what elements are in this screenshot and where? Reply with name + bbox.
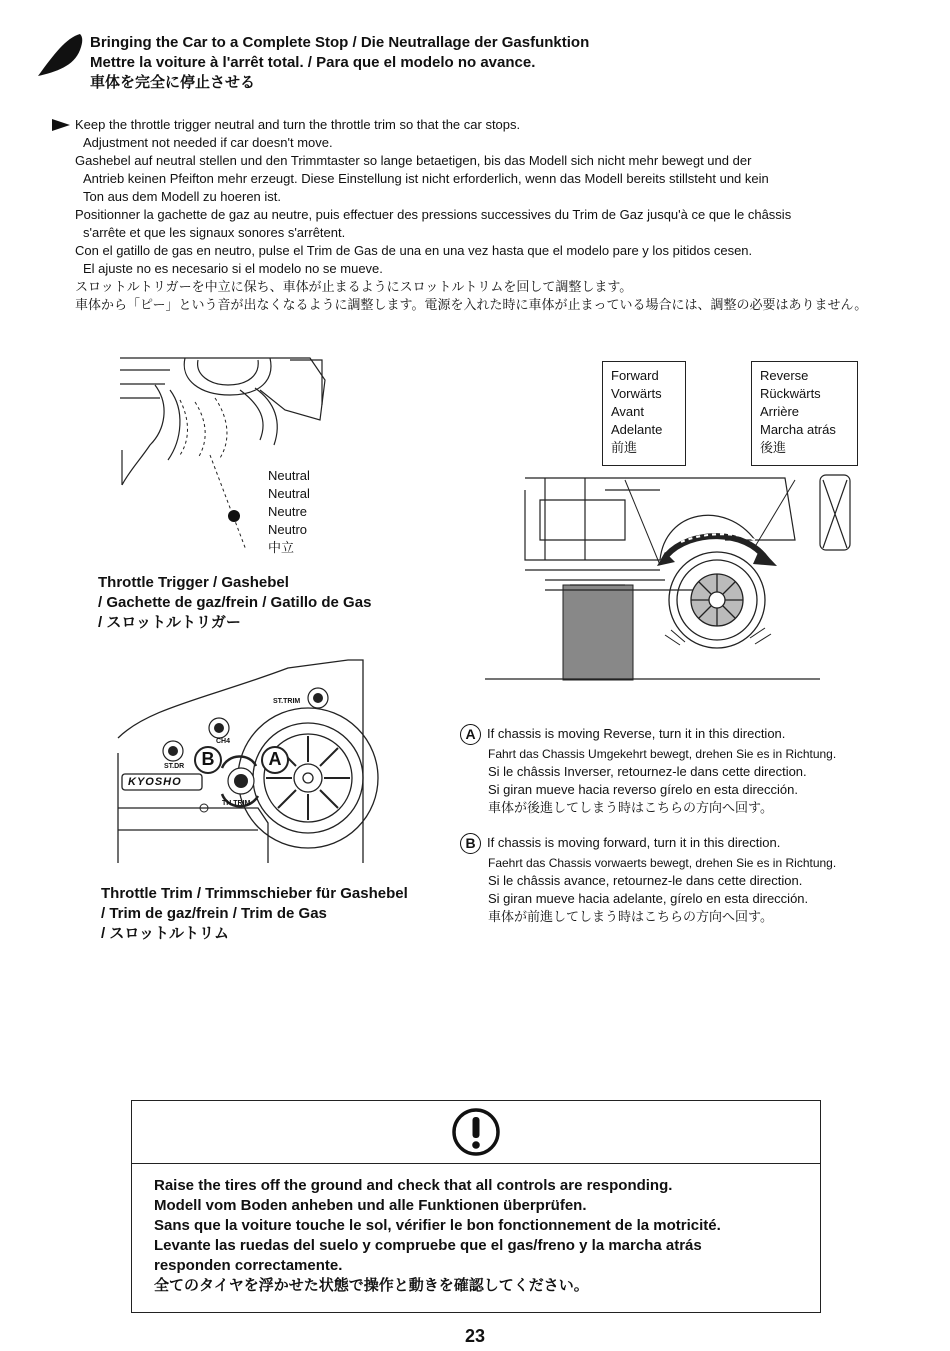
instruction-line: Positionner la gachette de gaz au neutre, puis effectuer des pressions successives du Trim de Gaz jusqu'à ce que le châssis — [75, 207, 792, 222]
reverse-label-0: Reverse — [760, 368, 809, 383]
note-a — [460, 724, 836, 817]
instruction-line: Ton aus dem Modell zu hoeren ist. — [83, 189, 281, 204]
note-b-key-icon: B — [460, 833, 481, 854]
warning-line-1: Modell vom Boden anheben und alle Funktionen überprüfen. — [154, 1197, 587, 1214]
marker-a: A — [268, 749, 282, 769]
reverse-label-1: Rückwärts — [760, 386, 821, 401]
reverse-label-2: Arrière — [760, 404, 800, 419]
reverse-label-4: 後進 — [760, 440, 787, 455]
instruction-line: Keep the throttle trigger neutral and turn the throttle trim so that the car stops. — [75, 117, 521, 132]
note-a-line — [460, 724, 836, 745]
forward-label-3: Adelante — [611, 422, 663, 437]
reverse-label-3: Marcha atrás — [760, 422, 836, 437]
exclamation-circle-icon — [451, 1107, 501, 1157]
trigger-caption — [98, 573, 371, 633]
neutral-label-3: Neutro — [268, 522, 308, 537]
instruction-line: Antrieb keinen Pfeifton mehr erzeugt. Diese Einstellung ist nicht erforderlich, wenn das Modell bereits stillsteht und kein — [83, 171, 769, 186]
wheel — [669, 552, 765, 648]
brand-logo: KYOSHO — [128, 776, 182, 788]
header-line-1: Bringing the Car to a Complete Stop / Die Neutrallage der Gasfunktion — [90, 34, 590, 51]
instruction-line: スロットルトリガーを中立に保ち、車体が止まるようにスロットルトリムを回して調整します。 — [75, 279, 633, 294]
instruction-line: Con el gatillo de gas en neutro, pulse el Trim de Gas de una en una vez hasta que el modelo pare y los pitidos cesen. — [75, 243, 753, 258]
ch4-label: CH4 — [216, 738, 231, 745]
instruction-line: El ajuste no es necesario si el modelo no se mueve. — [83, 261, 383, 276]
reverse-box — [751, 361, 858, 466]
car-wheel-illustration — [485, 470, 865, 680]
st-dr-label: ST.DR — [164, 763, 185, 770]
trim-caption — [101, 884, 408, 944]
note-a-line: Si giran mueve hacia reverso gírelo en esta dirección. — [488, 782, 798, 797]
instruction-line: Adjustment not needed if car doesn't move. — [83, 135, 333, 150]
header-line-3: 車体を完全に停止させる — [90, 74, 256, 91]
note-b-line: Si le châssis avance, retournez-le dans cette direction. — [488, 873, 803, 888]
note-b-line: Si giran mueve hacia adelante, gírelo en esta dirección. — [488, 891, 809, 906]
warning-box — [131, 1100, 821, 1313]
warning-header — [132, 1101, 820, 1164]
neutral-label-0: Neutral — [268, 468, 310, 483]
st-trim-label: ST.TRIM — [273, 698, 301, 705]
trigger-caption-line-2: / スロットルトリガー — [98, 614, 241, 631]
note-b-line: Faehrt das Chassis vorwaerts bewegt, drehen Sie es in Richtung. — [488, 856, 837, 870]
warning-line-2: Sans que la voiture touche le sol, vérifier le bon fonctionnement de la motricité. — [154, 1217, 721, 1234]
arrow-bullet-icon — [52, 119, 70, 131]
trim-caption-line-1: / Trim de gaz/frein / Trim de Gas — [101, 905, 327, 922]
note-b-line: 車体が前進してしまう時はこちらの方向へ回す。 — [488, 909, 773, 924]
warning-line-0: Raise the tires off the ground and check that all controls are responding. — [154, 1177, 673, 1194]
note-b-line — [460, 833, 836, 854]
forward-label-4: 前進 — [611, 440, 638, 455]
note-a-line: 車体が後進してしまう時はこちらの方向へ回す。 — [488, 800, 773, 815]
transmitter-illustration — [118, 658, 368, 868]
neutral-label-2: Neutre — [268, 504, 308, 519]
warning-text — [132, 1164, 820, 1296]
forward-label-0: Forward — [611, 368, 659, 383]
section-header — [90, 33, 589, 93]
trim-caption-line-0: Throttle Trim / Trimmschieber für Gashebel — [101, 885, 408, 902]
trigger-caption-line-0: Throttle Trigger / Gashebel — [98, 574, 289, 591]
instruction-line: s'arrête et que les signaux sonores s'arrêtent. — [83, 225, 346, 240]
note-a-text: If chassis is moving Reverse, turn it in this direction. — [487, 725, 786, 741]
th-trim-label: TH.TRIM — [222, 800, 251, 807]
neutral-label-1: Neutral — [268, 486, 310, 501]
warning-line-3: Levante las ruedas del suelo y compruebe que el gas/freno y la marcha atrás — [154, 1237, 702, 1254]
instruction-line: Gashebel auf neutral stellen und den Trimmtaster so lange betaetigen, bis das Modell sich nicht mehr bewegt und der — [75, 153, 752, 168]
note-b-text: If chassis is moving forward, turn it in this direction. — [487, 834, 781, 850]
forward-label-2: Avant — [611, 404, 645, 419]
note-a-key-icon: A — [460, 724, 481, 745]
trim-caption-line-2: / スロットルトリム — [101, 925, 230, 942]
neutral-labels — [268, 467, 310, 557]
page-number: 23 — [464, 1326, 486, 1346]
instruction-block — [52, 116, 932, 314]
note-a-line: Si le châssis Inverser, retournez-le dans cette direction. — [488, 764, 807, 779]
note-b — [460, 833, 836, 926]
forward-label-1: Vorwärts — [611, 386, 662, 401]
marker-b: B — [201, 749, 215, 769]
note-a-line: Fahrt das Chassis Umgekehrt bewegt, drehen Sie es in Richtung. — [488, 747, 837, 761]
warning-line-4: responden correctamente. — [154, 1257, 343, 1274]
neutral-label-4: 中立 — [268, 540, 295, 555]
warning-line-5: 全てのタイヤを浮かせた状態で操作と動きを確認してください。 — [154, 1277, 589, 1294]
forward-box — [602, 361, 686, 466]
swoosh-icon — [36, 32, 86, 80]
trigger-caption-line-1: / Gachette de gaz/frein / Gatillo de Gas — [98, 594, 372, 611]
instruction-line: 車体から「ピー」という音が出なくなるように調整します。電源を入れた時に車体が止まっている場合には、調整の必要はありません。 — [75, 297, 868, 312]
header-line-2: Mettre la voiture à l'arrêt total. / Para que el modelo no avance. — [90, 54, 536, 71]
